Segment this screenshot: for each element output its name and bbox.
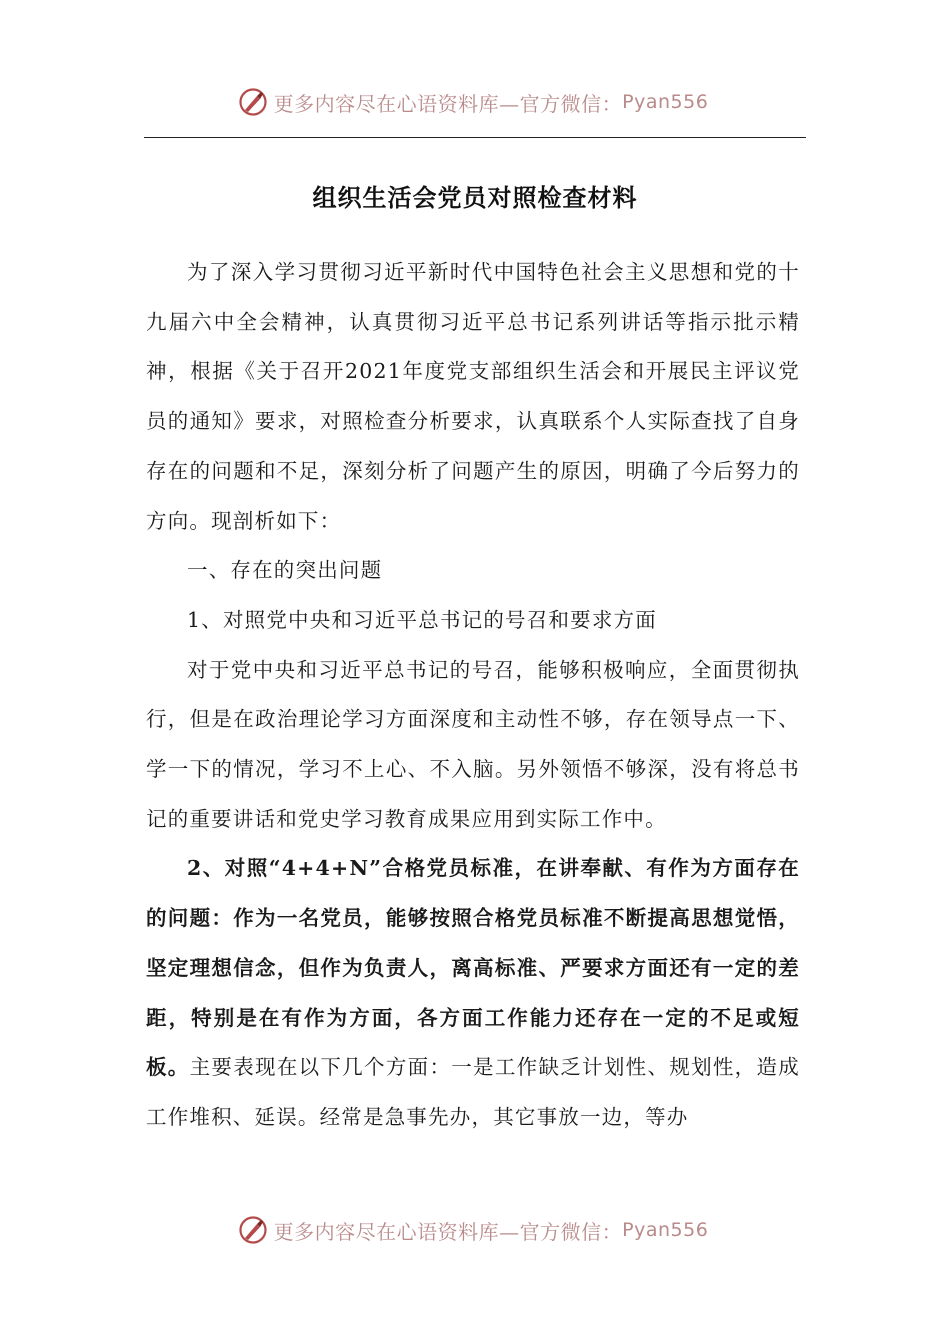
paragraph-standard-2: [146, 844, 800, 1142]
document-body: [146, 248, 800, 1143]
pen-circle-logo-icon: [238, 87, 268, 117]
header-rule: [144, 137, 806, 138]
watermark-handle: Pyan556: [622, 1219, 709, 1241]
pen-circle-logo-icon: [238, 1215, 268, 1245]
paragraph-subheading-1-body: 对于党中央和习近平总书记的号召，能够积极响应，全面贯彻执行，但是在政治理论学习方面深度和主动性不够，存在领导点一下、学一下的情况，学习不上心、不入脑。另外领悟不够深，没有将总书记的重要讲话和党史学习教育成果应用到实际工作中。: [146, 657, 800, 831]
paragraph-intro: 为了深入学习贯彻习近平新时代中国特色社会主义思想和党的十九届六中全会精神，认真贯彻习近平总书记系列讲话等指示批示精神，根据《关于召开2021年度党支部组织生活会和开展民主评议党员的通知》要求，对照检查分析要求，认真联系个人实际查找了自身存在的问题和不足，深刻分析了问题产生的原因，明确了今后努力的方向。现剖析如下：: [146, 260, 800, 533]
watermark-text: 更多内容尽在心语资料库—官方微信：: [273, 1219, 623, 1244]
watermark-header: [0, 82, 950, 122]
document-title: 组织生活会党员对照检查材料: [312, 183, 638, 212]
watermark-footer: [0, 1210, 950, 1250]
subheading-1: 1、对照党中央和习近平总书记的号召和要求方面: [187, 607, 657, 632]
watermark-text: 更多内容尽在心语资料库—官方微信：: [273, 91, 623, 116]
watermark-handle: Pyan556: [622, 91, 709, 113]
subheading-2-body: 主要表现在以下几个方面：一是工作缺乏计划性、规划性，造成工作堆积、延误。经常是急事先办，其它事放一边，等办: [146, 1055, 800, 1129]
section-heading-1: 一、存在的突出问题: [187, 558, 383, 583]
subheading-2-bold: 2、对照“4+4+N”合格党员标准，在讲奉献、有作为方面存在的问题：作为一名党员，能够按照合格党员标准不断提高思想觉悟，坚定理想信念，但作为负责人，离高标准、严要求方面还有一定的差距，特别是在有作为方面，各方面工作能力还存在一定的不足或短板。: [146, 856, 800, 1080]
